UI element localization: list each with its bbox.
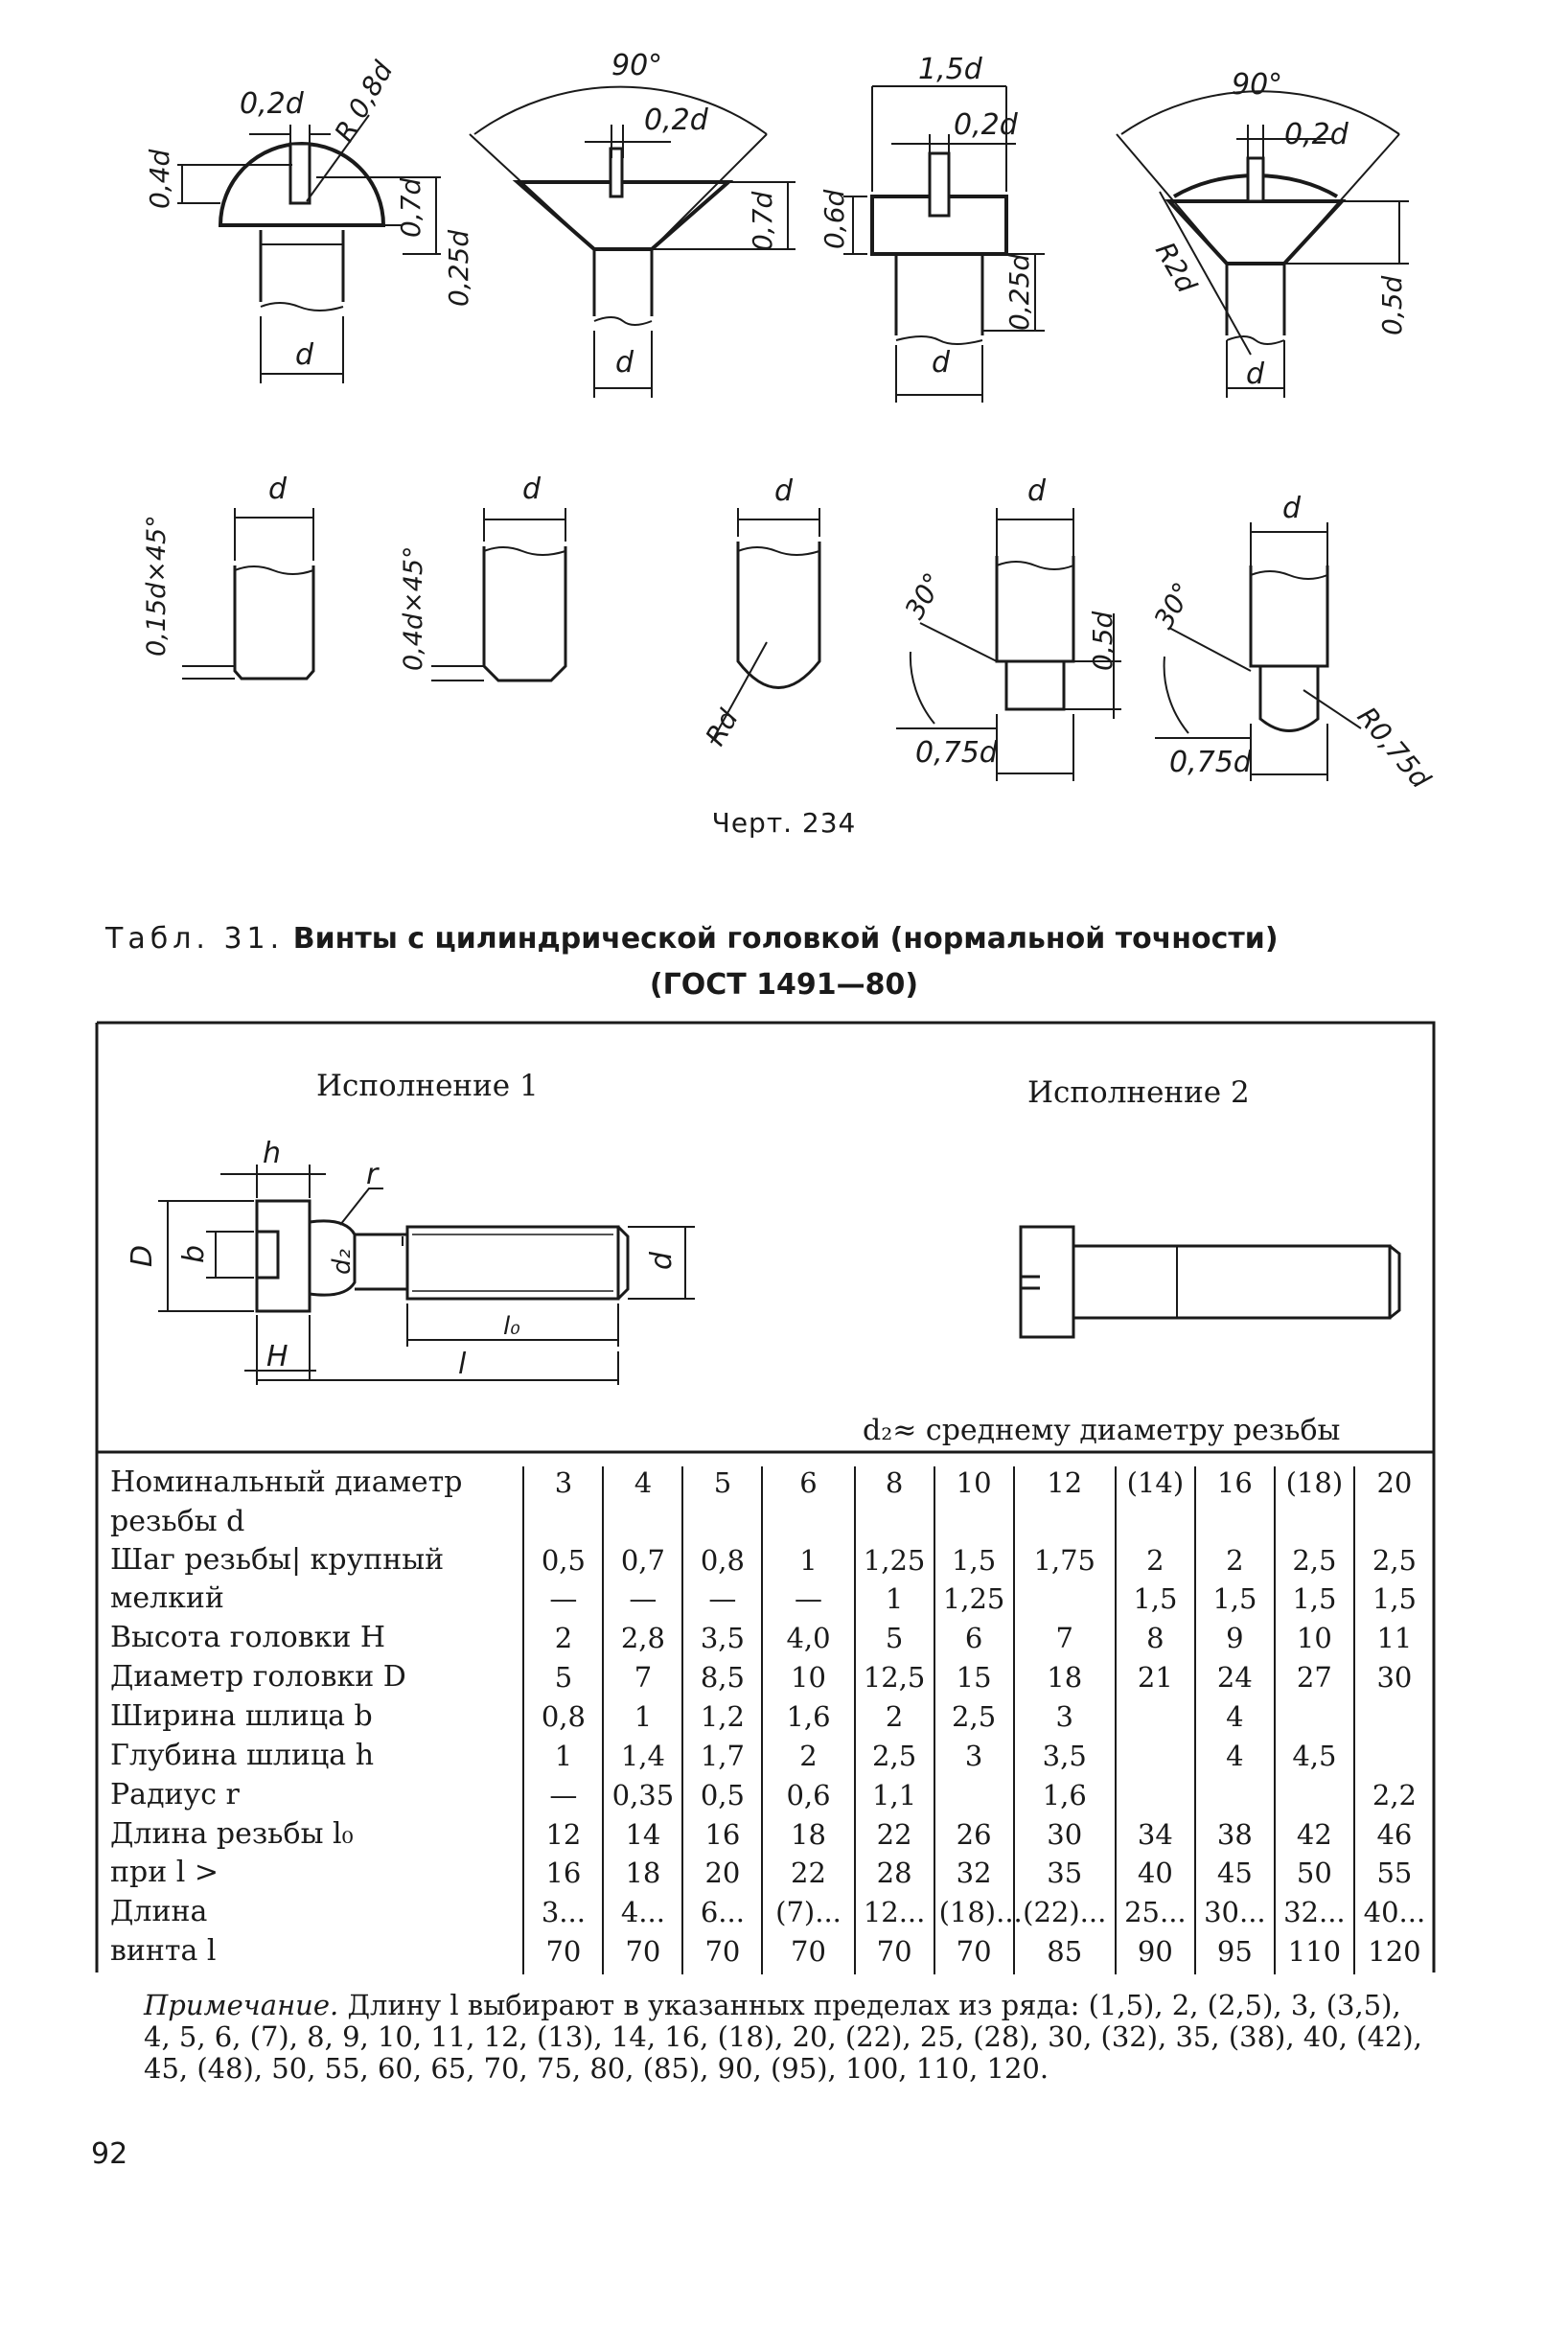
- table-cell: 1: [603, 1700, 682, 1740]
- table-cell: (18)...: [934, 1896, 1014, 1935]
- table-cell: [762, 1506, 854, 1544]
- table-cell: 22: [855, 1818, 934, 1857]
- table-cell: 120: [1354, 1935, 1434, 1974]
- table-note: [144, 1990, 1428, 2085]
- table-cell: 2: [1195, 1544, 1275, 1583]
- table-cell: [1116, 1700, 1195, 1740]
- table-row: [97, 1622, 1434, 1661]
- table-cell: 38: [1195, 1818, 1275, 1857]
- table-cell: 4: [1195, 1740, 1275, 1779]
- table-row: [97, 1857, 1434, 1896]
- dim-d-label: d: [645, 1251, 679, 1270]
- table-cell: 1,25: [934, 1582, 1014, 1622]
- page-number: 92: [91, 2137, 128, 2171]
- table-cell: 35: [1014, 1857, 1116, 1896]
- table-cell: 3: [523, 1466, 603, 1506]
- end3-d-label: d: [774, 474, 794, 508]
- row-label: при l >: [110, 1856, 219, 1890]
- table-cell: [1116, 1779, 1195, 1818]
- dim-D-label: D: [126, 1244, 159, 1267]
- table-cell: [1275, 1506, 1354, 1544]
- head4-slot-label: 0,2d: [1284, 118, 1349, 151]
- table-cell: 18: [603, 1857, 682, 1896]
- head1-radius-label: R 0,8d: [328, 56, 400, 148]
- execution-2-drawing: [1021, 1227, 1399, 1337]
- table-cell: 70: [682, 1935, 762, 1974]
- table-cell: [682, 1506, 762, 1544]
- head1-height-label: 0,4d: [144, 149, 175, 209]
- table-cell: 1,5: [1195, 1582, 1275, 1622]
- table-cell: 1,75: [1014, 1544, 1116, 1583]
- end5-angle-label: 30°: [1147, 577, 1199, 634]
- table-row: [97, 1779, 1434, 1818]
- table-cell: 8: [1116, 1622, 1195, 1661]
- note-text: Длину l выбирают в указанных пределах из ряда: (1,5), 2, (2,5), 3, (3,5), 4, 5, 6, (7), 8, 9, 10, 11, 12, (13), 14, 16, (18), 20, (22), 25, (28), 30, (32), 35, (38), 40, (42), 45, (48), 50, 55, 60, 65, 70, 75, 80, (85), 90, (95), 100, 110, 120.: [144, 1989, 1422, 2085]
- table-cell: 2: [523, 1622, 603, 1661]
- row-label: Номинальный диаметр: [110, 1465, 463, 1499]
- table-cell: [1275, 1779, 1354, 1818]
- table-cell: [1354, 1740, 1434, 1779]
- end4-075d-label: 0,75d: [915, 736, 998, 770]
- table-cell: 45: [1195, 1857, 1275, 1896]
- end5-radius-label: R0,75d: [1350, 701, 1437, 795]
- table-cell: —: [682, 1582, 762, 1622]
- table-cell: 10: [934, 1466, 1014, 1506]
- table-cell: 7: [1014, 1622, 1116, 1661]
- table-cell: 30...: [1195, 1896, 1275, 1935]
- row-label: Ширина шлица b: [110, 1698, 373, 1733]
- table-cell: 110: [1275, 1935, 1354, 1974]
- head3-025d-label: 0,25d: [1003, 253, 1035, 331]
- table-cell: 2,5: [934, 1700, 1014, 1740]
- table-cell: 1,2: [682, 1700, 762, 1740]
- table-cell: —: [523, 1779, 603, 1818]
- table-cell: 1,7: [682, 1740, 762, 1779]
- head1-025d-label: 0,25d: [443, 229, 474, 307]
- head4-05d-label: 0,5d: [1376, 275, 1408, 335]
- table-cell: 2,8: [603, 1622, 682, 1661]
- table-cell: [1195, 1506, 1275, 1544]
- table-cell: 0,7: [603, 1544, 682, 1583]
- table-cell: 12,5: [855, 1661, 934, 1700]
- table-cell: 3: [934, 1740, 1014, 1779]
- screw-data-table: [97, 1466, 1434, 1974]
- table-row: [97, 1466, 1434, 1506]
- table-cell: 0,5: [682, 1779, 762, 1818]
- table-cell: 16: [523, 1857, 603, 1896]
- end4-angle-label: 30°: [898, 567, 950, 625]
- table-cell: 11: [1354, 1622, 1434, 1661]
- table-cell: [1275, 1700, 1354, 1740]
- table-cell: (14): [1116, 1466, 1195, 1506]
- table-cell: —: [523, 1582, 603, 1622]
- table-cell: 70: [762, 1935, 854, 1974]
- d2-note: d₂≈ среднему диаметру резьбы: [863, 1414, 1341, 1447]
- table-cell: 18: [1014, 1661, 1116, 1700]
- table-cell: 16: [682, 1818, 762, 1857]
- table-cell: 22: [762, 1857, 854, 1896]
- table-row: [97, 1661, 1434, 1700]
- table-cell: [934, 1779, 1014, 1818]
- row-label: Шаг резьбы| крупный: [110, 1542, 445, 1577]
- table-cell: [1354, 1506, 1434, 1544]
- table-cell: 32: [934, 1857, 1014, 1896]
- table-cell: [523, 1506, 603, 1544]
- head2-07d-label: 0,7d: [747, 191, 778, 251]
- table-cell: 70: [855, 1935, 934, 1974]
- table-cell: 4,0: [762, 1622, 854, 1661]
- table-cell: (22)...: [1014, 1896, 1116, 1935]
- table-row: [97, 1582, 1434, 1622]
- table-cell: 30: [1014, 1818, 1116, 1857]
- row-label: Диаметр головки D: [110, 1660, 406, 1695]
- table-cell: 5: [682, 1466, 762, 1506]
- table-cell: 1: [762, 1544, 854, 1583]
- end5-075d-label: 0,75d: [1169, 746, 1252, 779]
- table-cell: 6: [762, 1466, 854, 1506]
- end5-d-label: d: [1282, 492, 1302, 525]
- table-row: [97, 1935, 1434, 1974]
- table-cell: 1: [523, 1740, 603, 1779]
- table-cell: 30: [1354, 1661, 1434, 1700]
- table-cell: 2: [762, 1740, 854, 1779]
- table-cell: 24: [1195, 1661, 1275, 1700]
- table-cell: 1,5: [1275, 1582, 1354, 1622]
- table-cell: 2,5: [855, 1740, 934, 1779]
- table-cell: 4,5: [1275, 1740, 1354, 1779]
- table-cell: 1,4: [603, 1740, 682, 1779]
- head2-slot-label: 0,2d: [644, 104, 708, 137]
- row-label: Длина резьбы l₀: [110, 1816, 354, 1851]
- table-cell: 14: [603, 1818, 682, 1857]
- table-cell: 21: [1116, 1661, 1195, 1700]
- table-cell: 4: [1195, 1700, 1275, 1740]
- table-cell: 3,5: [682, 1622, 762, 1661]
- table-cell: 18: [762, 1818, 854, 1857]
- table-cell: 1,5: [934, 1544, 1014, 1583]
- table-cell: 2,5: [1275, 1544, 1354, 1583]
- dim-r-label: r: [366, 1158, 379, 1191]
- dim-h-label: h: [263, 1137, 282, 1170]
- figure-caption: Черт. 234: [711, 807, 857, 839]
- table-row: [97, 1740, 1434, 1779]
- table-cell: 16: [1195, 1466, 1275, 1506]
- table-cell: 2: [855, 1700, 934, 1740]
- end1-d-label: d: [268, 473, 288, 506]
- row-label: винта l: [110, 1934, 217, 1969]
- table-cell: 9: [1195, 1622, 1275, 1661]
- table-cell: 85: [1014, 1935, 1116, 1974]
- head3-slot-label: 0,2d: [954, 108, 1018, 142]
- row-label: Длина: [110, 1895, 208, 1929]
- table-cell: —: [762, 1582, 854, 1622]
- table-cell: [1195, 1779, 1275, 1818]
- dim-b-label: b: [177, 1244, 211, 1263]
- table-cell: 3,5: [1014, 1740, 1116, 1779]
- table-cell: 55: [1354, 1857, 1434, 1896]
- table-cell: 1,6: [762, 1700, 854, 1740]
- head2-d-label: d: [615, 346, 634, 380]
- table-heading: Винты с цилиндрической головкой (нормальной точности): [292, 922, 1279, 956]
- end2-chamfer-label: 0,4d×45°: [399, 545, 428, 671]
- table-cell: 0,8: [523, 1700, 603, 1740]
- head2-angle-label: 90°: [611, 49, 663, 82]
- table-row: [97, 1896, 1434, 1935]
- table-cell: 12...: [855, 1896, 934, 1935]
- table-cell: 46: [1354, 1818, 1434, 1857]
- table-cell: 1,5: [1354, 1582, 1434, 1622]
- row-label: мелкий: [110, 1581, 224, 1616]
- table-cell: 70: [523, 1935, 603, 1974]
- row-label: Глубина шлица h: [110, 1738, 375, 1772]
- dim-H-label: H: [266, 1340, 288, 1373]
- table-cell: 10: [1275, 1622, 1354, 1661]
- head3-06d-label: 0,6d: [819, 189, 850, 249]
- table-cell: 1,1: [855, 1779, 934, 1818]
- table-cell: [1116, 1506, 1195, 1544]
- table-cell: [1354, 1700, 1434, 1740]
- table-cell: 50: [1275, 1857, 1354, 1896]
- table-cell: 4...: [603, 1896, 682, 1935]
- table-cell: 6...: [682, 1896, 762, 1935]
- table-cell: [934, 1506, 1014, 1544]
- head1-d-label: d: [295, 338, 314, 372]
- table-cell: 20: [682, 1857, 762, 1896]
- row-label: Высота головки H: [110, 1621, 386, 1655]
- table-cell: 7: [603, 1661, 682, 1700]
- head1-slot-label: 0,2d: [240, 87, 304, 121]
- table-cell: 70: [934, 1935, 1014, 1974]
- table-cell: [1014, 1582, 1116, 1622]
- row-label: резьбы d: [110, 1504, 245, 1538]
- table-cell: 40: [1116, 1857, 1195, 1896]
- table-cell: 90: [1116, 1935, 1195, 1974]
- head1-07d-label: 0,7d: [395, 177, 427, 238]
- table-cell: 0,5: [523, 1544, 603, 1583]
- dim-d2-label: d₂: [328, 1249, 357, 1275]
- table-cell: [1014, 1506, 1116, 1544]
- table-cell: 0,35: [603, 1779, 682, 1818]
- dim-l-label: l: [458, 1348, 467, 1381]
- table-cell: 3: [1014, 1700, 1116, 1740]
- table-cell: 15: [934, 1661, 1014, 1700]
- execution-1-drawing: [257, 1201, 628, 1311]
- table-cell: 3...: [523, 1896, 603, 1935]
- execution-2-label: Исполнение 2: [1027, 1075, 1250, 1110]
- head3-width-label: 1,5d: [918, 53, 982, 86]
- table-number: Табл. 31.: [105, 922, 285, 956]
- table-cell: 25...: [1116, 1896, 1195, 1935]
- table-cell: 1,25: [855, 1544, 934, 1583]
- table-cell: 32...: [1275, 1896, 1354, 1935]
- table-cell: 20: [1354, 1466, 1434, 1506]
- table-cell: [1116, 1740, 1195, 1779]
- note-label: Примечание.: [144, 1989, 339, 2021]
- head4-angle-label: 90°: [1232, 68, 1283, 102]
- head4-d-label: d: [1246, 358, 1265, 391]
- table-cell: 6: [934, 1622, 1014, 1661]
- table-cell: 26: [934, 1818, 1014, 1857]
- table-cell: 1,5: [1116, 1582, 1195, 1622]
- table-cell: [855, 1506, 934, 1544]
- dim-l0-label: l₀: [503, 1312, 520, 1341]
- table-cell: 34: [1116, 1818, 1195, 1857]
- table-row: [97, 1544, 1434, 1583]
- table-cell: 1: [855, 1582, 934, 1622]
- head4-radius-label: R2d: [1148, 237, 1204, 299]
- end4-05d-label: 0,5d: [1087, 611, 1118, 671]
- table-cell: 4: [603, 1466, 682, 1506]
- table-cell: 8,5: [682, 1661, 762, 1700]
- table-standard: (ГОСТ 1491—80): [649, 968, 919, 1002]
- table-row: [97, 1506, 1434, 1544]
- table-cell: (7)...: [762, 1896, 854, 1935]
- table-cell: 70: [603, 1935, 682, 1974]
- end1-chamfer-label: 0,15d×45°: [142, 515, 172, 657]
- end2-d-label: d: [522, 473, 542, 506]
- table-cell: 8: [855, 1466, 934, 1506]
- row-label: Радиус r: [110, 1777, 240, 1811]
- table-cell: 5: [523, 1661, 603, 1700]
- table-cell: 2,5: [1354, 1544, 1434, 1583]
- table-cell: 0,8: [682, 1544, 762, 1583]
- table-cell: 2: [1116, 1544, 1195, 1583]
- table-row: [97, 1818, 1434, 1857]
- table-cell: 28: [855, 1857, 934, 1896]
- table-cell: 1,6: [1014, 1779, 1116, 1818]
- end4-d-label: d: [1027, 474, 1047, 508]
- head3-d-label: d: [932, 346, 951, 380]
- table-cell: 2,2: [1354, 1779, 1434, 1818]
- table-cell: 95: [1195, 1935, 1275, 1974]
- end3-radius-label: Rd: [699, 704, 745, 751]
- table-row: [97, 1700, 1434, 1740]
- table-cell: [603, 1506, 682, 1544]
- table-cell: 12: [523, 1818, 603, 1857]
- table-cell: 12: [1014, 1466, 1116, 1506]
- table-cell: (18): [1275, 1466, 1354, 1506]
- table-cell: 27: [1275, 1661, 1354, 1700]
- table-cell: 40...: [1354, 1896, 1434, 1935]
- table-cell: 10: [762, 1661, 854, 1700]
- table-cell: 42: [1275, 1818, 1354, 1857]
- execution-1-label: Исполнение 1: [316, 1069, 539, 1103]
- table-cell: 5: [855, 1622, 934, 1661]
- table-cell: 0,6: [762, 1779, 854, 1818]
- table-cell: —: [603, 1582, 682, 1622]
